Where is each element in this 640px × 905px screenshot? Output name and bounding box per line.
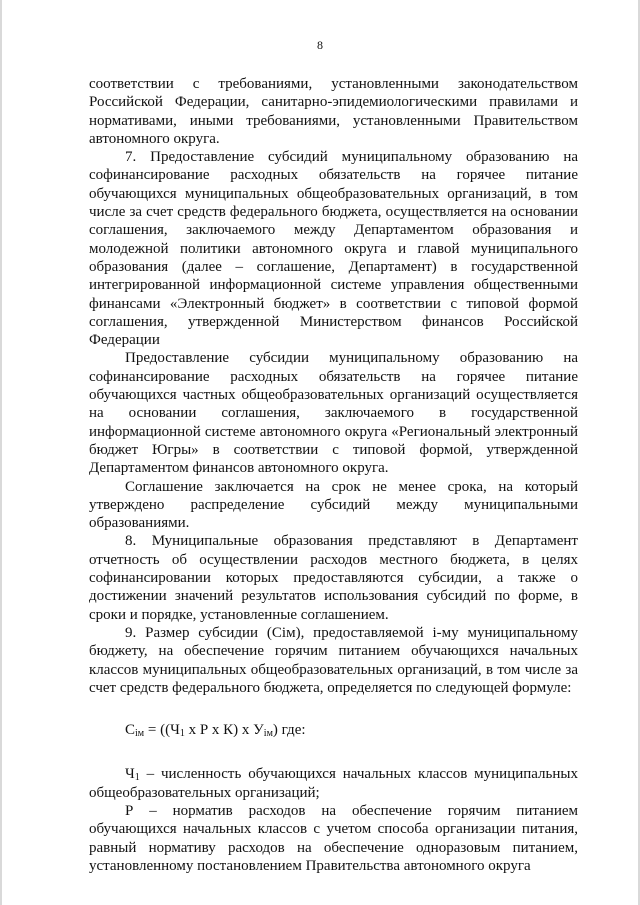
formula-c: С bbox=[125, 722, 136, 739]
paragraph-8: 8. Муниципальные образования представляют в Департамент отчетность об осуществлении расходов местного бюджета, в целях софинансировании которых предоставляются субсидии, а также о достижении значений результатов использования субсидий по форме, в сроки и порядке, установленные соглашением. bbox=[89, 533, 578, 623]
formula bbox=[125, 721, 578, 739]
definition-symbol: Р bbox=[125, 802, 134, 819]
formula-part2: х Р х К) х У bbox=[184, 722, 264, 739]
paragraph-agreement-term: Соглашение заключается на срок не менее срока, на который утверждено распределение субсидий между муниципальными образованиями. bbox=[89, 478, 578, 532]
definition-symbol: Ч bbox=[125, 766, 135, 783]
definition-subscript: 1 bbox=[134, 772, 140, 784]
paragraph-7: 7. Предоставление субсидий муниципальному образованию на софинансирование расходных обязательств на горячее питание обучающихся муниципальных общеобразовательных организаций, в том числе за счет средств федерального бюджета, осуществляется на основании соглашения, заключаемого между Департаментом образования и молодежной политики автономного округа и главой муниципального образования (далее – соглашение, Департамент) в государственной интегрированной информационной системе управления общественными финансами «Электронный бюджет» в соответствии с типовой формой соглашения, утвержденной Министерством финансов Российской Федерации bbox=[89, 149, 578, 349]
definition-ch1 bbox=[89, 765, 578, 802]
formula-c-subscript: iм bbox=[135, 728, 145, 740]
formula-u-subscript: iм bbox=[263, 728, 273, 740]
paragraph-9: 9. Размер субсидии (Ciм), предоставляемой i-му муниципальному бюджету, на обеспечение горячим питанием обучающихся начальных классов муниципальных общеобразовательных организаций, в том числе за счет средств федерального бюджета, определяется по следующей формуле: bbox=[89, 624, 578, 696]
formula-part1: = ((Ч bbox=[144, 722, 180, 739]
formula-ch-subscript: 1 bbox=[179, 728, 185, 740]
formula-part3: ) где: bbox=[272, 722, 306, 739]
page-number: 8 bbox=[317, 38, 323, 52]
paragraph-private-organizations: Предоставление субсидии муниципальному образованию на софинансирование расходных обязательств на горячее питание обучающихся частных общеобразовательных организаций осуществляется на основании соглашения, заключаемого в государственной информационной системе автономного округа «Региональный электронный бюджет Югры» в соответствии с типовой формой, утвержденной Департаментом финансов автономного округа. bbox=[89, 350, 578, 477]
body-text bbox=[89, 75, 578, 875]
paragraph-continuation: соответствии с требованиями, установленными законодательством Российской Федерации, санитарно-эпидемиологическими правилами и нормативами, иными требованиями, установленными Правительством автономного округа. bbox=[89, 76, 578, 147]
definition-p bbox=[89, 802, 578, 875]
definition-text: – численность обучающихся начальных классов муниципальных общеобразовательных организаций; bbox=[89, 766, 578, 801]
definition-text: – норматив расходов на обеспечение горячим питанием обучающихся начальных классов с учетом способа организации питания, равный нормативу расходов на обеспечение одноразовым питанием, установленному постановлением Правительства автономного округа bbox=[89, 802, 578, 874]
scan-left-edge bbox=[0, 0, 2, 905]
